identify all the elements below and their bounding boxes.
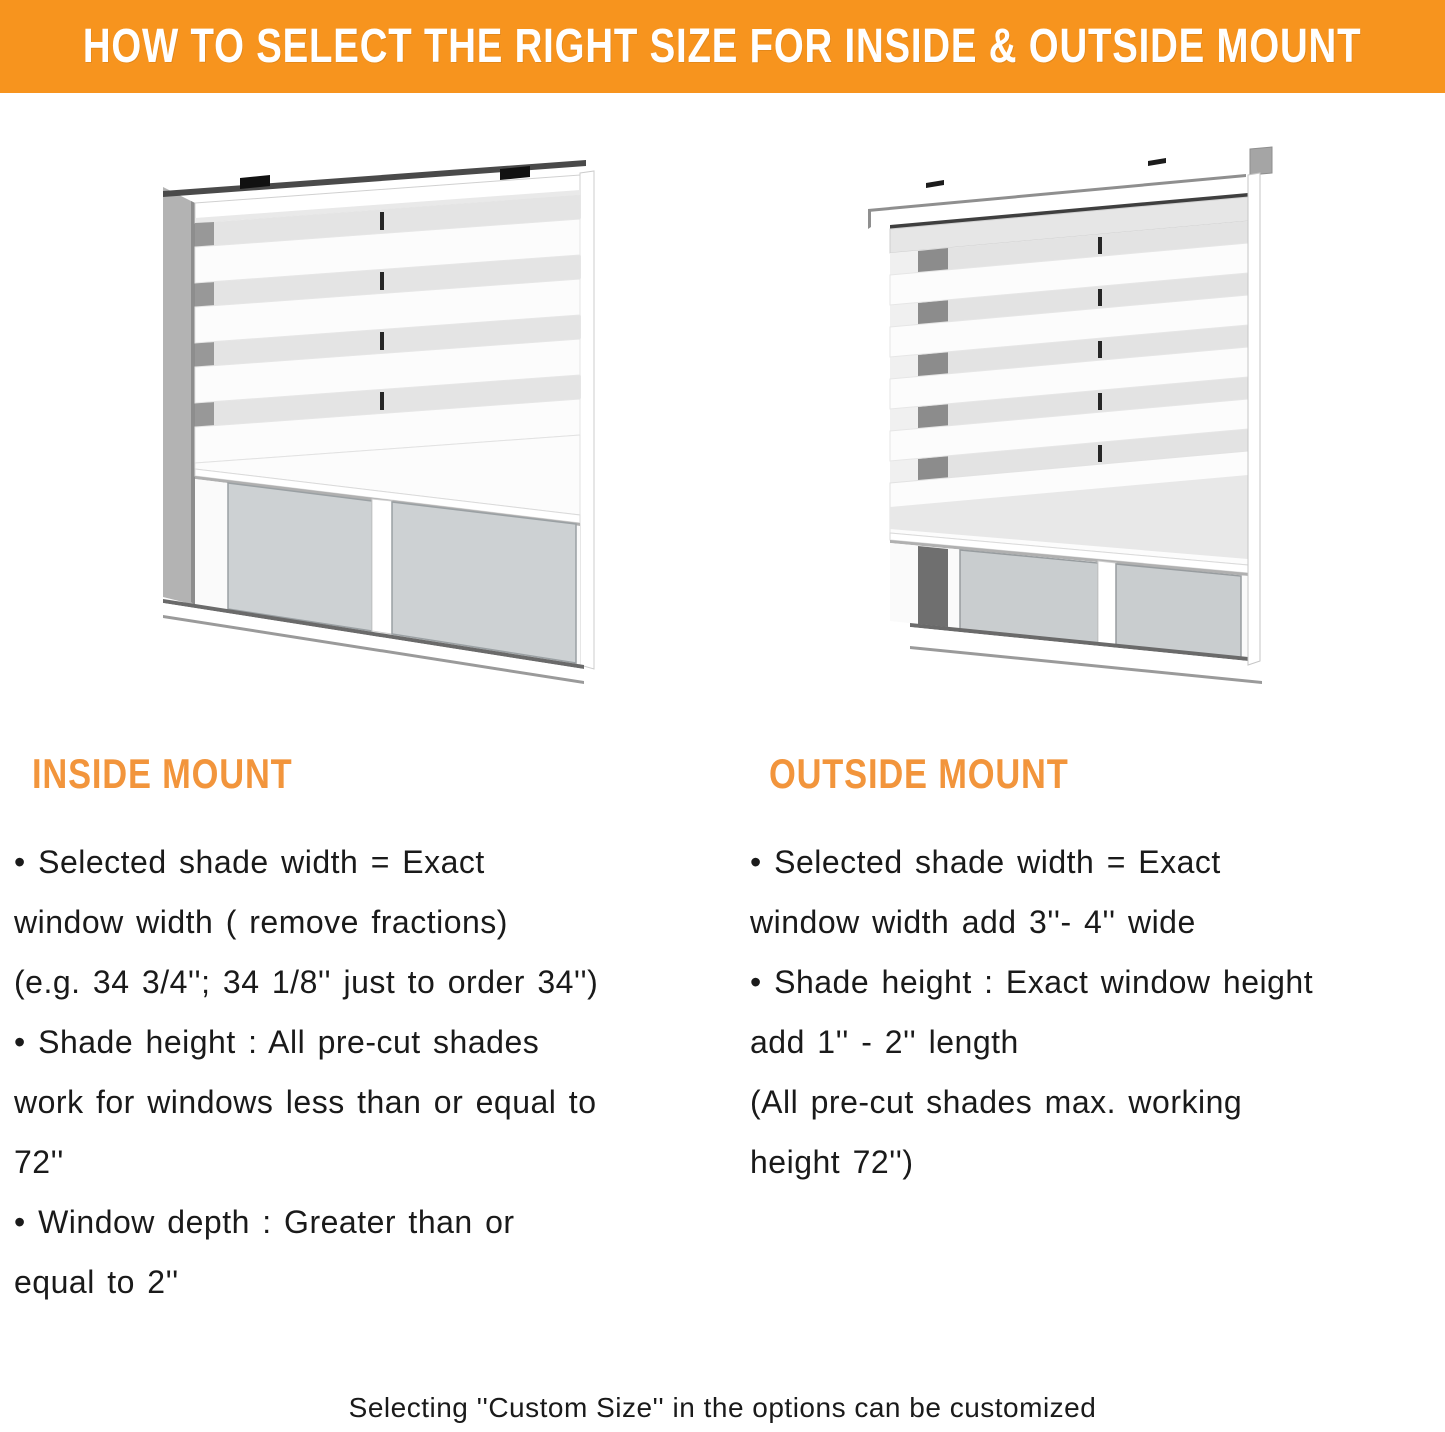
outside-mount-window-graphic — [860, 145, 1280, 745]
spec-line: height 72'') — [750, 1144, 914, 1180]
spec-line: • Window depth : Greater than or — [14, 1204, 515, 1240]
spec-line: window width ( remove fractions) — [14, 904, 508, 940]
spec-line: • Selected shade width = Exact — [14, 844, 485, 880]
zebra-shade — [195, 175, 580, 526]
right-frame-rail — [1248, 173, 1260, 665]
spec-line: work for windows less than or equal to — [14, 1084, 597, 1120]
spec-line: • Shade height : All pre-cut shades — [14, 1024, 540, 1060]
spec-line: add 1'' - 2'' length — [750, 1024, 1019, 1060]
spec-line: • Selected shade width = Exact — [750, 844, 1221, 880]
outside-mount-specs — [750, 832, 1445, 1192]
inside-mount-illustration — [150, 145, 595, 705]
banner-title: HOW TO SELECT THE RIGHT SIZE FOR INSIDE & OUTSIDE MOUNT — [83, 20, 1362, 73]
inside-mount-specs — [14, 832, 726, 1312]
footer-note: Selecting ''Custom Size'' in the options can be customized — [348, 1392, 1097, 1423]
zebra-shade — [890, 193, 1248, 576]
header-banner — [0, 0, 1445, 93]
spec-line: equal to 2'' — [14, 1264, 179, 1300]
inside-mount-window-graphic — [150, 145, 595, 705]
spec-line: (e.g. 34 3/4''; 34 1/8'' just to order 34'') — [14, 964, 599, 1000]
outside-mount-heading: OUTSIDE MOUNT — [769, 750, 1069, 797]
outside-mount-illustration — [860, 145, 1280, 745]
spec-line: (All pre-cut shades max. working — [750, 1084, 1243, 1120]
spec-line: 72'' — [14, 1144, 64, 1180]
spec-line: • Shade height : Exact window height — [750, 964, 1314, 1000]
inside-mount-heading: INSIDE MOUNT — [32, 750, 293, 797]
spec-line: window width add 3''- 4'' wide — [750, 904, 1196, 940]
